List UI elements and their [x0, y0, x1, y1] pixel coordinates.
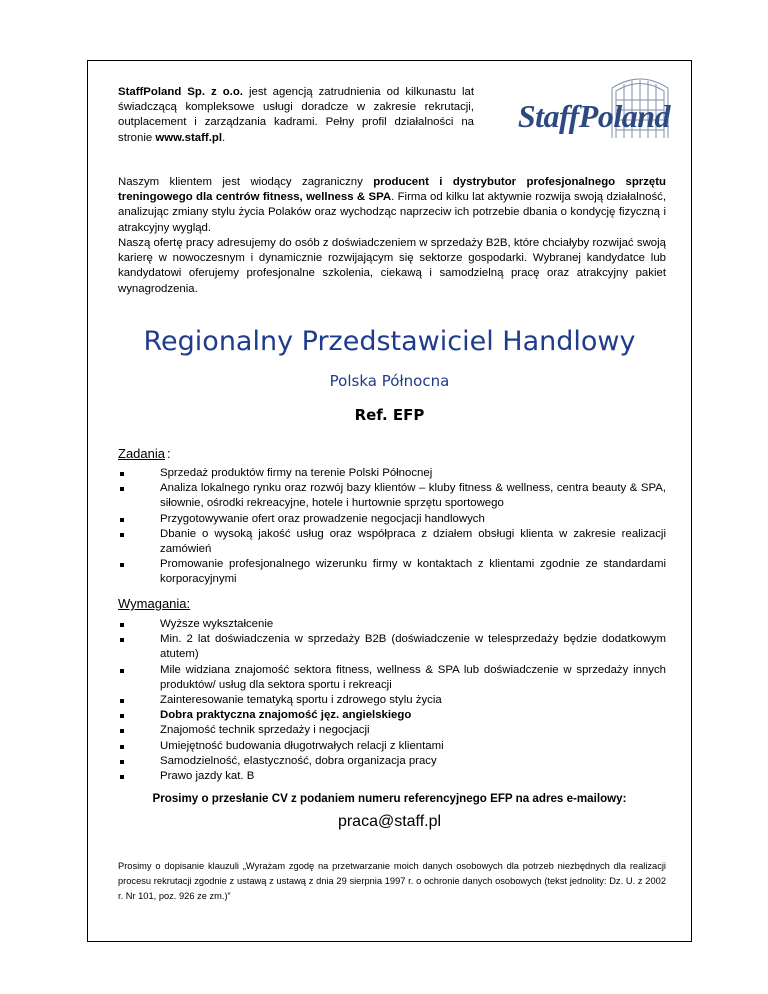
tasks-heading [118, 446, 165, 461]
list-item [118, 723, 666, 738]
list-item-text: Min. 2 lat doświadczenia w sprzedaży B2B (doświadczenie w telesprzedaży będzie dodatkowym atutem) [160, 633, 666, 661]
bullet-icon [120, 775, 124, 779]
list-item-text: Dobra praktyczna znajomość jęz. angielskiego [160, 709, 412, 722]
client-description [118, 175, 666, 236]
list-item-text: Samodzielność, elastyczność, dobra organizacja pracy [160, 754, 437, 767]
list-item [118, 512, 666, 527]
bullet-icon [120, 699, 124, 703]
requirements-list [118, 617, 666, 784]
tasks-heading-text: Zadania [118, 446, 165, 461]
bullet-icon [120, 487, 124, 491]
client-highlight: producent i dystrybutor profesjonalnego sprzętu treningowego dla centrów fitness, wellness & SPA [118, 176, 667, 204]
list-item-text: Zainteresowanie tematyką sportu i zdrowego stylu życia [160, 694, 442, 707]
bullet-icon [120, 563, 124, 567]
list-item [118, 617, 666, 632]
bullet-icon [120, 669, 124, 673]
list-item [118, 557, 666, 587]
job-title: Regionalny Przedstawiciel Handlowy [143, 326, 636, 357]
client-lead: Naszym klientem jest wiodący zagraniczny [118, 176, 374, 188]
tasks-list [118, 466, 666, 588]
list-item [118, 708, 666, 723]
list-item-text: Wyższe wykształcenie [160, 618, 274, 630]
bullet-icon [120, 729, 124, 733]
company-name: StaffPoland Sp. z o.o. [118, 86, 243, 98]
company-website-link[interactable]: www.staff.pl [155, 131, 223, 144]
bullet-icon [120, 472, 124, 476]
bullet-icon [120, 714, 124, 718]
list-item [118, 527, 666, 557]
list-item [118, 754, 666, 769]
list-item-text: Prawo jazdy kat. B [160, 770, 255, 783]
company-intro [118, 85, 474, 146]
logo-wordmark: StaffPoland [517, 98, 670, 134]
client-rest: . Firma od kilku lat aktywnie rozwija swoją działalność, analizując zmiany stylu życia Polaków oraz wychodząc naprzeciw ich potrzebie dbania o kondycję fizyczną i atrakcyjny wygląd. [118, 191, 667, 234]
bullet-icon [120, 518, 124, 522]
company-intro-text: jest agencją zatrudnienia od kilkunastu lat świadczącą kompleksowe usługi doradcze w zakresie rekrutacji, outplacement i zarządzania kadrami. Pełny profil działalności na stronie [118, 86, 474, 144]
consent-clause: Prosimy o dopisanie klauzuli „Wyrażam zgodę na przetwarzanie moich danych osobowych dla potrzeb niezbędnych dla realizacji procesu rekrutacji zgodnie z ustawą z ustawą z dnia 29 sierpnia 1997 r. o ochronie danych osobowych (tekst jednolity: Dz. U. z 2002 r. Nr 101, poz. 926 ze zm.)” [118, 861, 666, 901]
list-item [118, 481, 666, 511]
intro-period: . [222, 131, 226, 144]
list-item-text: Sprzedaż produktów firmy na terenie Polski Północnej [160, 467, 433, 479]
list-item [118, 466, 666, 481]
job-region: Polska Północna [329, 372, 450, 390]
contact-email-link[interactable]: praca@staff.pl [337, 813, 442, 830]
list-item-text: Analiza lokalnego rynku oraz rozwój bazy klientów – kluby fitness & wellness, centra beauty & SPA, siłownie, ośrodki rekreacyjne, hotele i hurtownie sprzętu sportowego [160, 482, 666, 510]
list-item [118, 663, 666, 693]
bullet-icon [120, 638, 124, 642]
bullet-icon [120, 745, 124, 749]
list-item-text: Umiejętność budowania długotrwałych relacji z klientami [160, 739, 444, 752]
list-item-text: Dbanie o wysoką jakość usług oraz współpraca z działem obsługi klienta w zakresie realizacji zamówień [160, 527, 666, 556]
job-reference: Ref. EFP [354, 406, 425, 424]
list-item-text: Przygotowywanie ofert oraz prowadzenie negocjacji handlowych [160, 512, 485, 525]
bullet-icon [120, 760, 124, 764]
list-item [118, 632, 666, 662]
requirements-heading: Wymagania: [118, 596, 191, 611]
list-item-text: Znajomość technik sprzedaży i negocjacji [160, 724, 370, 737]
offer-paragraph: Naszą ofertę pracy adresujemy do osób z doświadczeniem w sprzedaży B2B, które chciałyby rozwijać swoją karierę w nowoczesnym i dynamicznie rozwijającym się sektorze gospodarki. Wybranej kandydatce lub kandydatowi oferujemy profesjonalne szkolenia, ciekawą i samodzielną pracę oraz atrakcyjny pakiet wynagrodzenia. [118, 237, 666, 295]
list-item-text: Promowanie profesjonalnego wizerunku firmy w kontaktach z klientami zgodnie ze standardami korporacyjnymi [160, 558, 666, 586]
list-item [118, 739, 666, 754]
list-item [118, 693, 666, 708]
bullet-icon [120, 623, 124, 627]
list-item [118, 769, 666, 784]
tasks-heading-colon: : [167, 446, 171, 461]
staffpoland-logo [494, 72, 670, 140]
application-instruction: Prosimy o przesłanie CV z podaniem numeru referencyjnego EFP na adres e-mailowy: [152, 792, 627, 805]
list-item-text: Mile widziana znajomość sektora fitness, wellness & SPA lub doświadczenie w sprzedaży innych produktów/ usług dla sektora sportu i rekreacji [160, 663, 666, 691]
bullet-icon [120, 533, 124, 537]
